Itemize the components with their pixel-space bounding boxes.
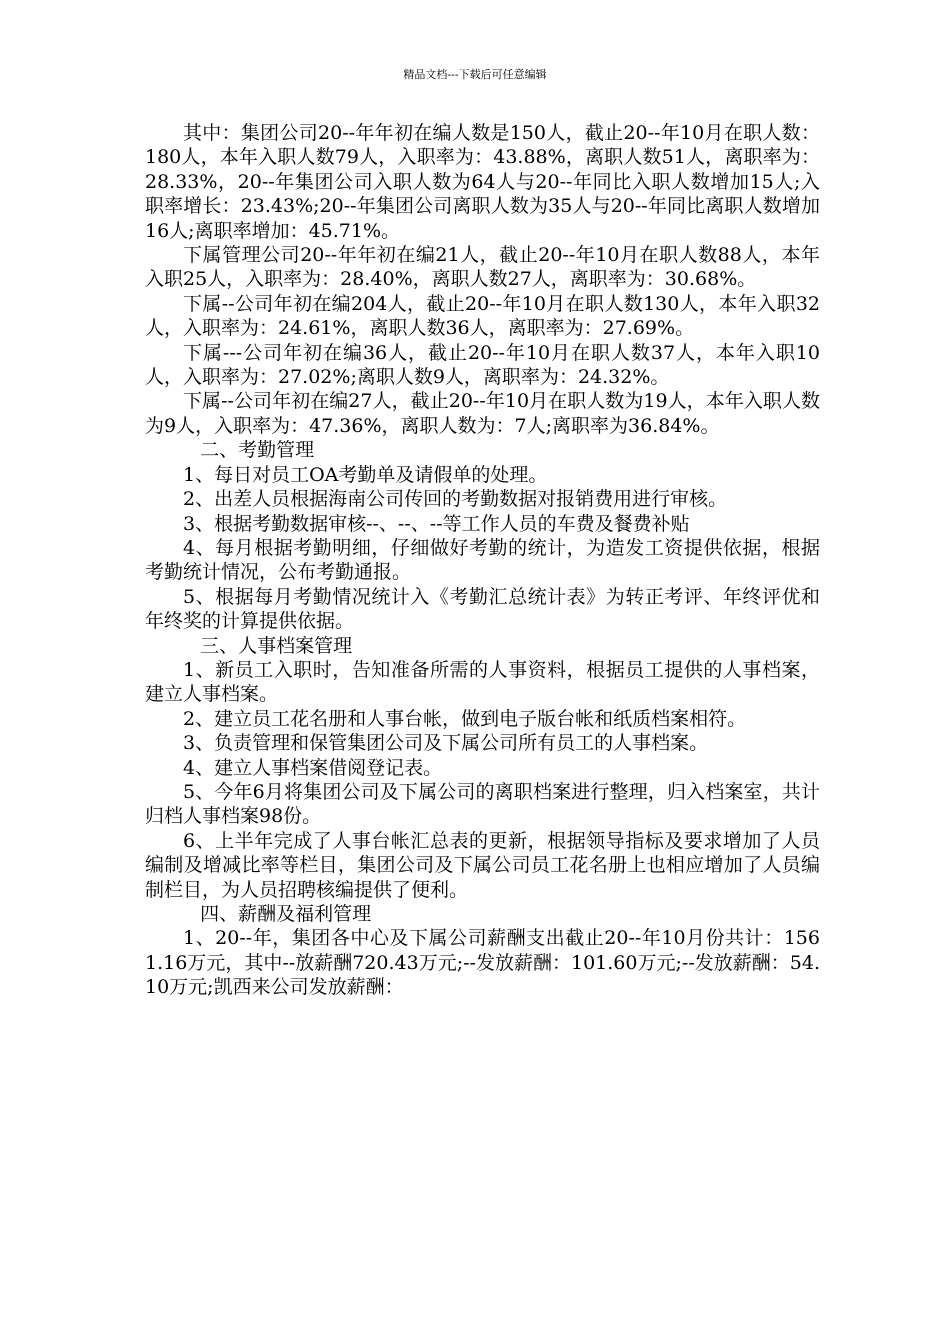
list-item: 6、上半年完成了人事台帐汇总表的更新，根据领导指标及要求增加了人员编制及增减比率等栏目，集团公司及下属公司员工花名册上也相应增加了人员编制栏目，为人员招聘核编提供了便利。	[145, 829, 820, 901]
paragraph-subsidiary-b: 下属---公司年初在编36人，截止20--年10月在职人数37人，本年入职10人，入职率为：27.02%;离职人数9人，离职率为：24.32%。	[145, 341, 820, 389]
paragraph-subsidiary-a: 下属--公司年初在编204人，截止20--年10月在职人数130人，本年入职32人，入职率为：24.61%，离职人数36人，离职率为：27.69%。	[145, 292, 820, 340]
paragraph-subsidiary-c: 下属--公司年初在编27人，截止20--年10月在职人数为19人，本年入职人数为9人，入职率为：47.36%，离职人数为：7人;离职率为36.84%。	[145, 390, 820, 437]
list-item: 1、20--年，集团各中心及下属公司薪酬支出截止20--年10月份共计：1561.16万元，其中--放薪酬720.43万元;--发放薪酬：101.60万元;--发放薪酬：54.10万元;凯西来公司发放薪酬：	[145, 927, 820, 999]
list-item: 4、每月根据考勤明细，仔细做好考勤的统计，为造发工资提供依据，根据考勤统计情况，公布考勤通报。	[145, 536, 820, 584]
list-item: 5、根据每月考勤情况统计入《考勤汇总统计表》为转正考评、年终评优和年终奖的计算提供依据。	[145, 585, 820, 633]
list-item: 1、新员工入职时，告知准备所需的人事资料，根据员工提供的人事档案，建立人事档案。	[145, 658, 820, 706]
section-heading-compensation: 四、薪酬及福利管理	[200, 903, 372, 925]
list-item: 2、出差人员根据海南公司传回的考勤数据对报销费用进行审核。	[183, 488, 728, 511]
section-heading-attendance: 二、考勤管理	[200, 439, 315, 462]
page-header-note: 精品文档---下载后可任意编辑	[403, 68, 547, 81]
list-item: 1、每日对员工OA考勤单及请假单的处理。	[183, 463, 548, 486]
paragraph-group-staffing: 其中：集团公司20--年年初在编人数是150人，截止20--年10月在职人数：180人，本年入职人数79人，入职率为：43.88%，离职人数51人，离职率为：28.33%，20--年集团公司入职人数为64人与20--年同比入职人数增加15人;入职率增长：23.43%;20--年集团公司离职人数为35人与20--年同比离职人数增加16人;离职率增加：45.71%。	[145, 122, 820, 242]
list-item: 3、根据考勤数据审核--、--、--等工作人员的车费及餐费补贴	[183, 512, 690, 535]
list-item: 2、建立员工花名册和人事台帐，做到电子版台帐和纸质档案相符。	[183, 707, 747, 730]
list-item: 5、今年6月将集团公司及下属公司的离职档案进行整理，归入档案室，共计归档人事档案98份。	[145, 780, 820, 828]
list-item: 4、建立人事档案借阅登记表。	[183, 756, 443, 779]
paragraph-subsidiary-management: 下属管理公司20--年年初在编21人，截止20--年10月在职人数88人，本年入职25人，入职率为：28.40%，离职人数27人，离职率为：30.68%。	[145, 244, 820, 291]
section-heading-personnel-files: 三、人事档案管理	[200, 634, 353, 657]
document-body	[145, 121, 820, 1000]
list-item: 3、负责管理和保管集团公司及下属公司所有员工的人事档案。	[183, 732, 709, 755]
